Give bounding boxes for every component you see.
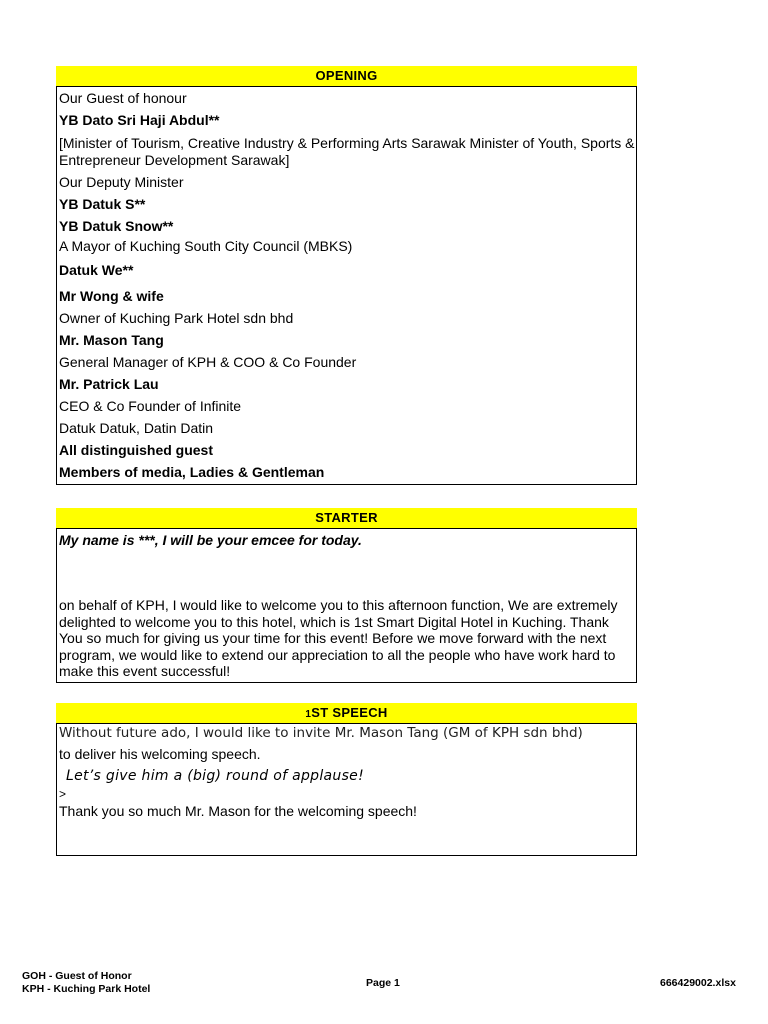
list-item: Datuk Datuk, Datin Datin [59,420,214,436]
speech-title: ST SPEECH [311,705,388,720]
starter-box [56,528,637,683]
list-item: YB Datuk S** [59,196,146,212]
list-item: All distinguished guest [59,442,214,458]
list-item: Owner of Kuching Park Hotel sdn bhd [59,310,294,326]
invite-text: Without future ado, I would like to invite Mr. Mason Tang (GM of KPH sdn bhd) [59,725,583,741]
footer-legend [22,970,150,996]
list-item: Mr Wong & wife [59,288,164,304]
thanks-text: Thank you so much Mr. Mason for the welcoming speech! [59,803,417,819]
list-item: Our Guest of honour [59,90,187,106]
list-item: Datuk We** [59,262,134,278]
opening-header: OPENING [56,66,637,86]
list-item: CEO & Co Founder of Infinite [59,398,242,414]
legend-kph: KPH - Kuching Park Hotel [22,983,151,995]
list-item: Our Deputy Minister [59,174,184,190]
list-item: [Minister of Tourism, Creative Industry & Performing Arts Sarawak Minister of Youth, Sports & Entrepreneur Development Sarawak] [59,135,635,168]
page-number: Page 1 [366,977,400,989]
applause-text: Let’s give him a (big) round of applause! [66,768,365,784]
first-speech-box [56,723,637,856]
starter-header: STARTER [56,508,637,528]
welcome-paragraph: on behalf of KPH, I would like to welcome you to this afternoon function, We are extremely delighted to welcome you to this hotel, which is 1st Smart Digital Hotel in Kuching. Thank You so much for giving us your time for this event! Before we move forward with the next program, we would like to extend our appreciation to all the people who have work hard to make this event successful! [59,597,618,679]
list-item: General Manager of KPH & COO & Co Founder [59,354,357,370]
list-item: YB Datuk Snow** [59,218,174,234]
starter-section [56,508,637,683]
opening-box [56,86,637,485]
marker-text: > [59,787,67,801]
deliver-text: to deliver his welcoming speech. [59,746,261,762]
emcee-intro: My name is ***, I will be your emcee for today. [59,532,362,548]
list-item: A Mayor of Kuching South City Council (MBKS) [59,238,353,254]
list-item: Mr. Patrick Lau [59,376,159,392]
list-item: YB Dato Sri Haji Abdul** [59,112,220,128]
file-name: 666429002.xlsx [660,977,736,989]
speech-number: 1 [305,709,312,720]
list-item: Members of media, Ladies & Gentleman [59,464,325,480]
list-item: Mr. Mason Tang [59,332,164,348]
first-speech-header [56,703,637,723]
first-speech-section [56,703,637,856]
legend-goh: GOH - Guest of Honor [22,970,132,982]
opening-section [56,66,637,485]
